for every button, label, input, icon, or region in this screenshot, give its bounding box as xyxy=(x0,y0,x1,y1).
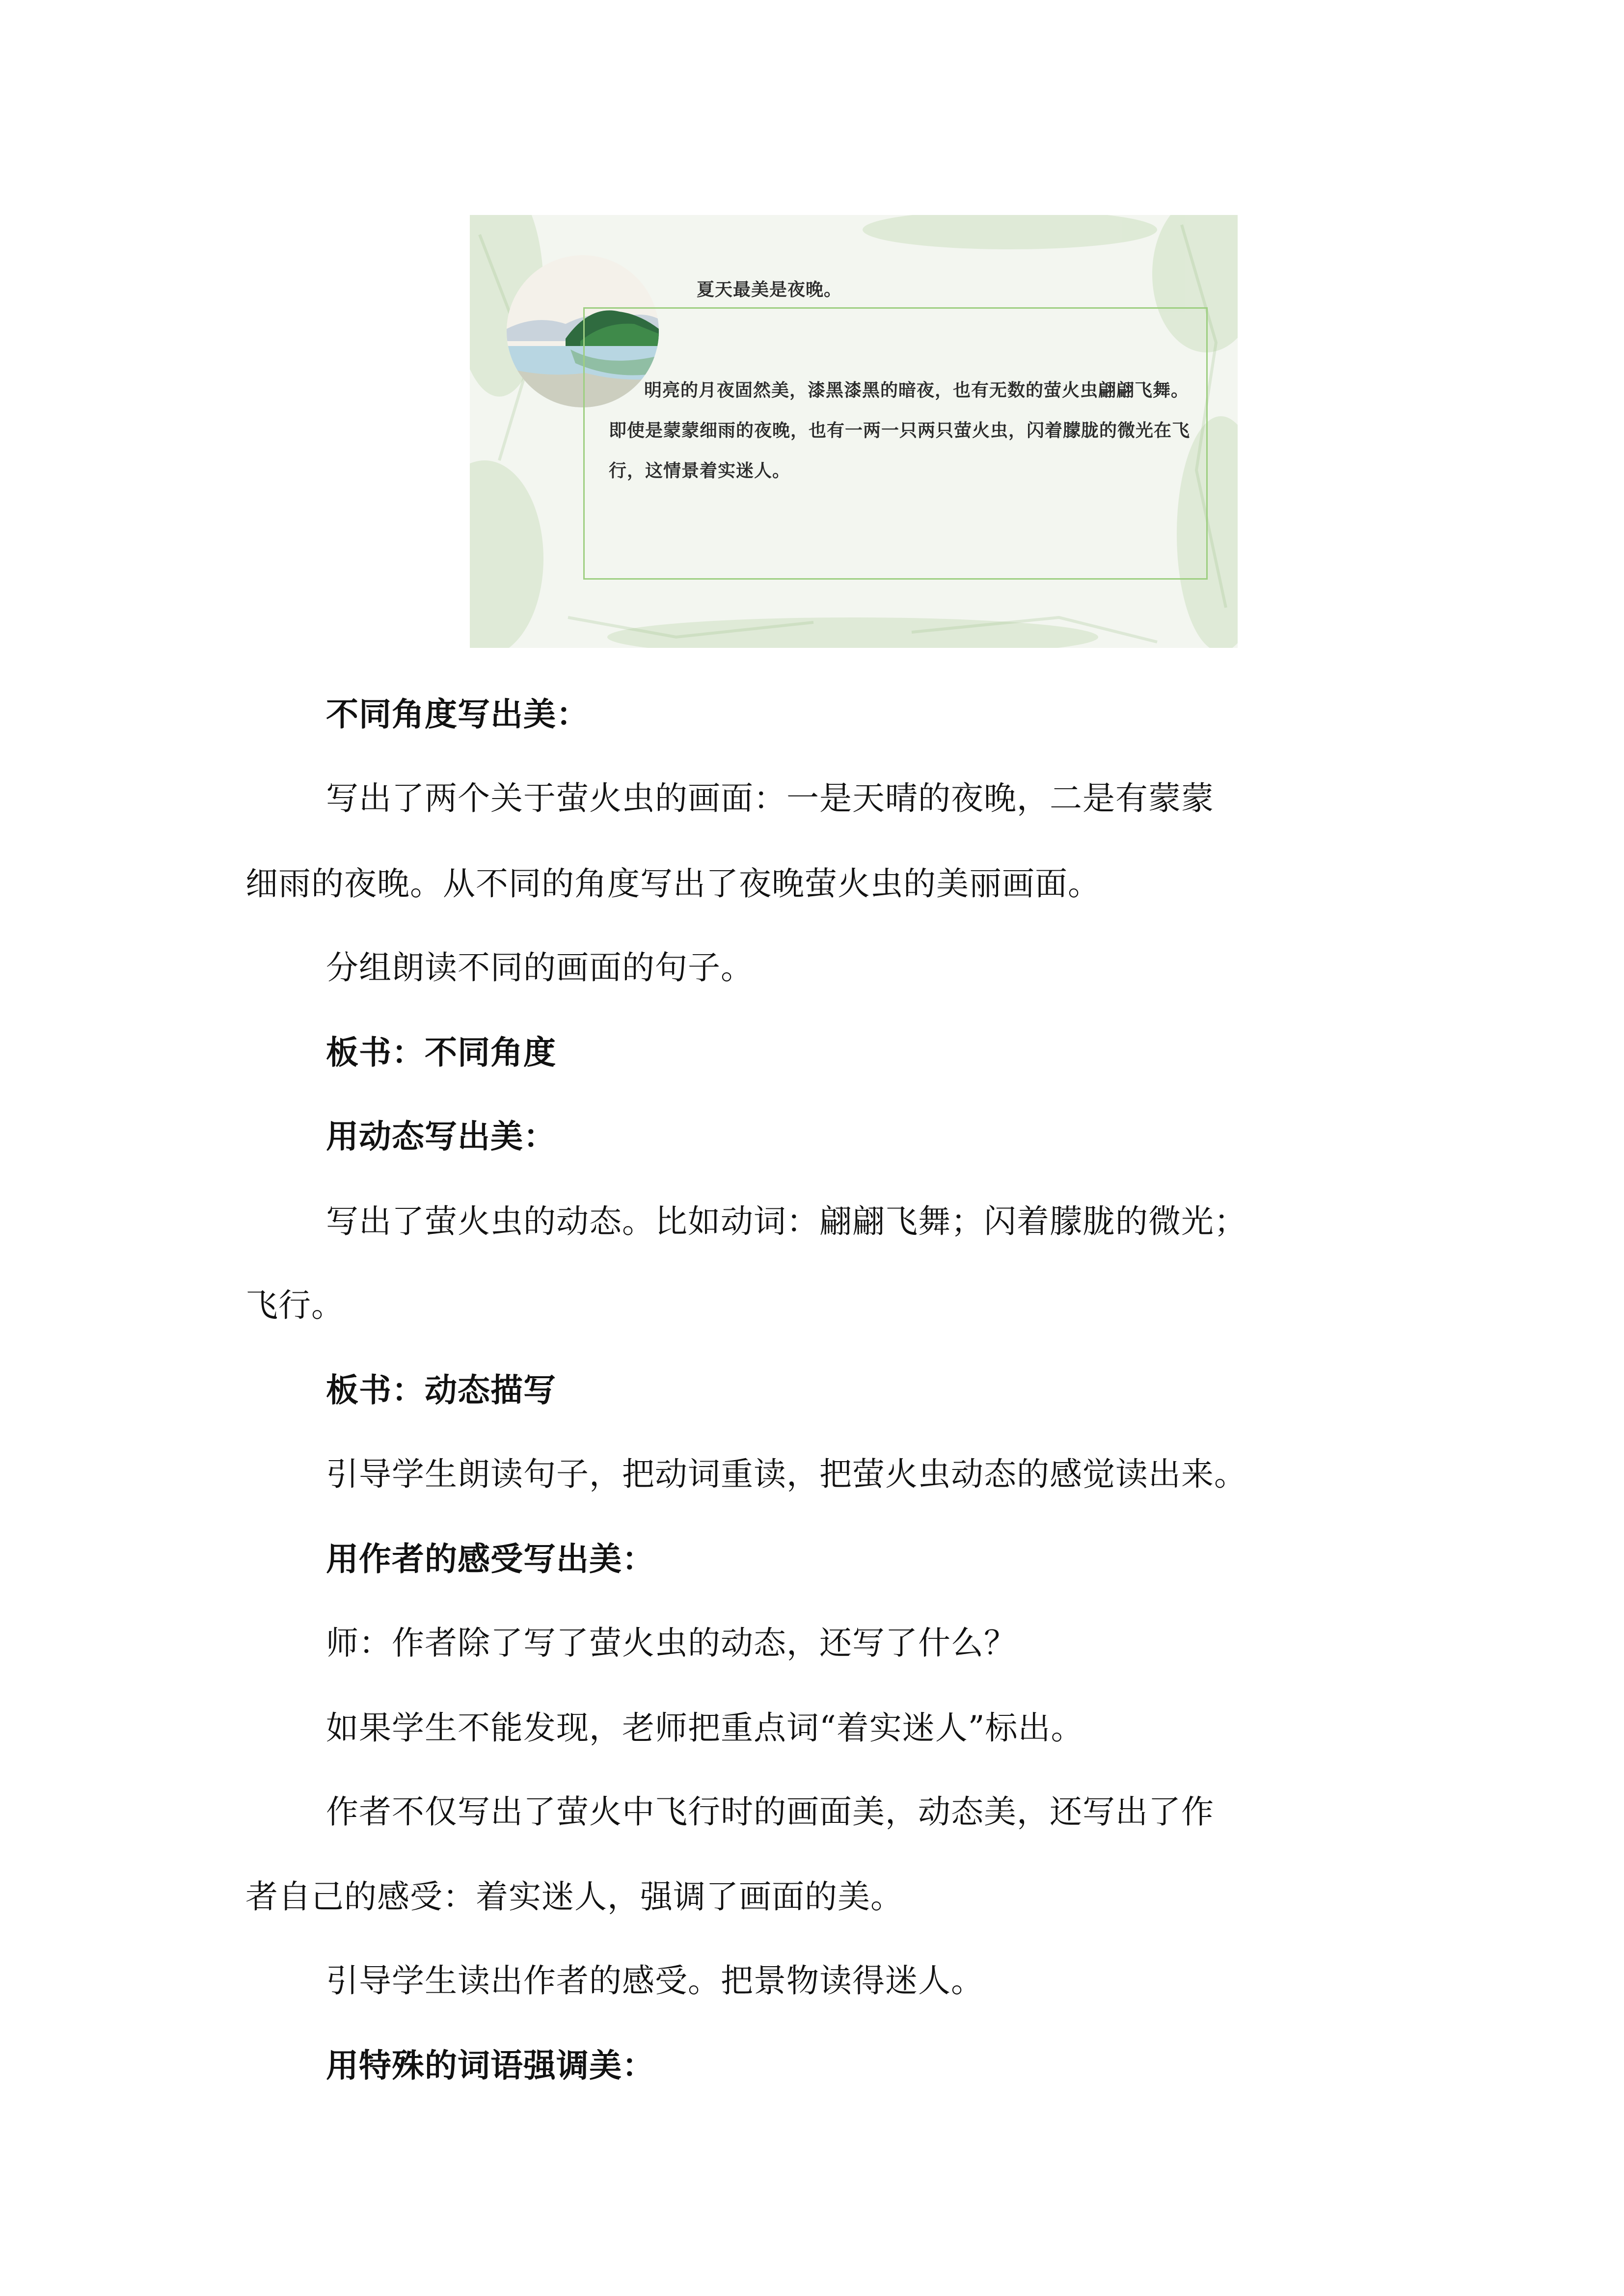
paragraph-line: 写出了萤火虫的动态。比如动词：翩翩飞舞；闪着朦胧的微光； xyxy=(326,1202,1247,1240)
lesson-slide-image xyxy=(470,215,1238,648)
paragraph-line: 细雨的夜晚。从不同的角度写出了夜晚萤火虫的美丽画面。 xyxy=(245,865,1101,903)
slide-title: 夏天最美是夜晚。 xyxy=(697,279,842,300)
paragraph: 分组朗读不同的画面的句子。 xyxy=(326,949,754,987)
paragraph: 引导学生朗读句子，把动词重读，把萤火虫动态的感觉读出来。 xyxy=(326,1455,1247,1493)
section-heading: 用特殊的词语强调美： xyxy=(326,2047,655,2084)
paragraph-line: 写出了两个关于萤火虫的画面：一是天晴的夜晚，二是有蒙蒙 xyxy=(326,779,1214,817)
paragraph-line: 者自己的感受：着实迷人，强调了画面的美。 xyxy=(245,1878,903,1916)
section-heading: 用动态写出美： xyxy=(326,1118,556,1155)
paragraph: 引导学生读出作者的感受。把景物读得迷人。 xyxy=(326,1962,984,2000)
section-heading: 用作者的感受写出美： xyxy=(326,1540,655,1578)
paragraph: 如果学生不能发现，老师把重点词“着实迷人”标出。 xyxy=(326,1709,1084,1747)
paragraph-line: 飞行。 xyxy=(245,1286,344,1324)
slide-body-text: 明亮的月夜固然美，漆黑漆黑的暗夜，也有无数的萤火虫翩翩飞舞。即使是蒙蒙细雨的夜晚，也有一两一只两只萤火虫，闪着朦胧的微光在飞行，这情景着实迷人。 xyxy=(609,380,1191,481)
section-heading: 不同角度写出美： xyxy=(326,695,589,733)
paragraph: 师：作者除了写了萤火虫的动态，还写了什么？ xyxy=(326,1624,1017,1662)
paragraph-line: 作者不仅写出了萤火中飞行时的画面美，动态美，还写出了作 xyxy=(326,1793,1214,1831)
board-note: 板书：不同角度 xyxy=(326,1034,556,1071)
board-note: 板书：动态描写 xyxy=(326,1371,556,1409)
